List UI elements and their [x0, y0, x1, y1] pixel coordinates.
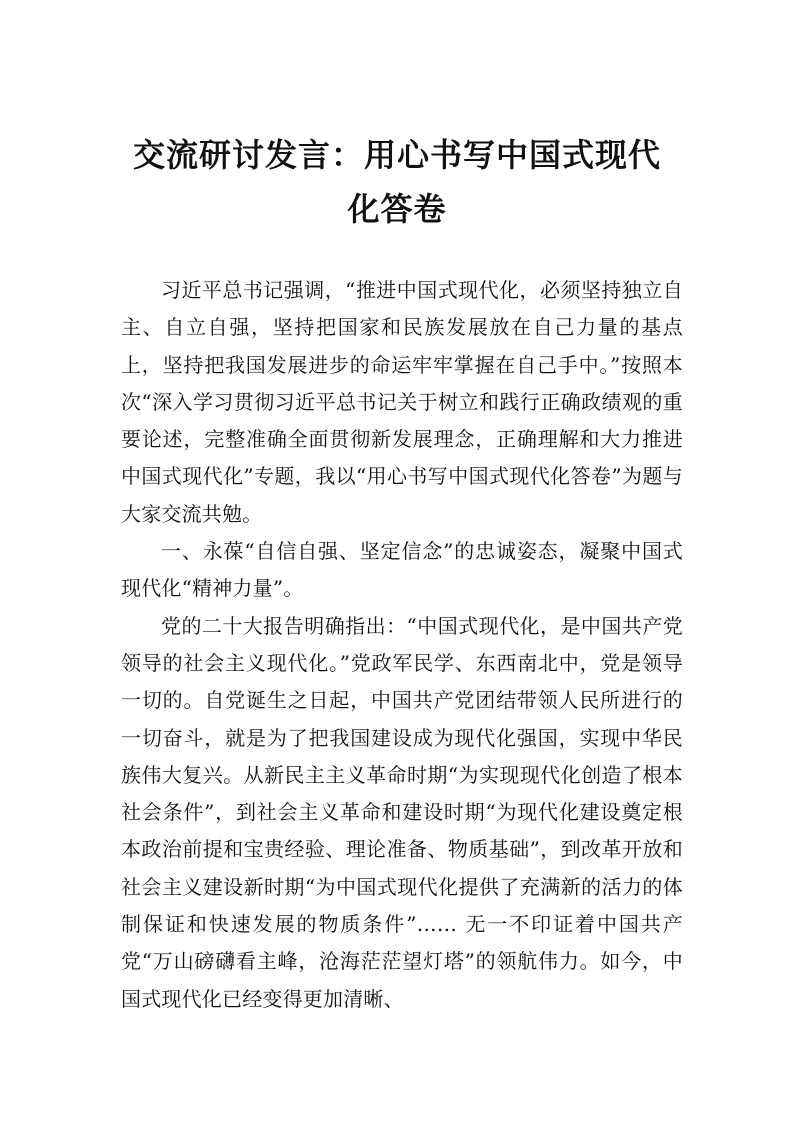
paragraph-intro: 习近平总书记强调，“推进中国式现代化，必须坚持独立自主、自立自强，坚持把国家和民族发展放在自己力量的基点上，坚持把我国发展进步的命运牢牢掌握在自己手中。”按照本次“深入学习贯彻习近平总书记关于树立和践行正确政绩观的重要论述，完整准确全面贯彻新发展理念，正确理解和大力推进中国式现代化”专题，我以“用心书写中国式现代化答卷”为题与大家交流共勉。: [121, 278, 683, 526]
paragraph-section-1: 党的二十大报告明确指出：“中国式现代化，是中国共产党领导的社会主义现代化。”党政军民学、东西南北中，党是领导一切的。自党诞生之日起，中国共产党团结带领人民所进行的一切奋斗，就是为了把我国建设成为现代化强国，实现中华民族伟大复兴。从新民主主义革命时期“为实现现代化创造了根本社会条件”，到社会主义革命和建设时期“为现代化建设奠定根本政治前提和宝贵经验、理论准备、物质基础”，到改革开放和社会主义建设新时期“为中国式现代化提供了充满新的活力的体制保证和快速发展的物质条件”…… 无一不印证着中国共产党“万山磅礴看主峰，沧海茫茫望灯塔”的领航伟力。如今，中国式现代化已经变得更加清晰、: [121, 613, 683, 1011]
section-heading-1: 一、永葆“自信自强、坚定信念”的忠诚姿态，凝聚中国式现代化“精神力量”。: [121, 539, 683, 601]
document-title: 交流研讨发言：用心书写中国式现代化答卷: [132, 136, 661, 228]
document-body: [121, 272, 683, 1018]
